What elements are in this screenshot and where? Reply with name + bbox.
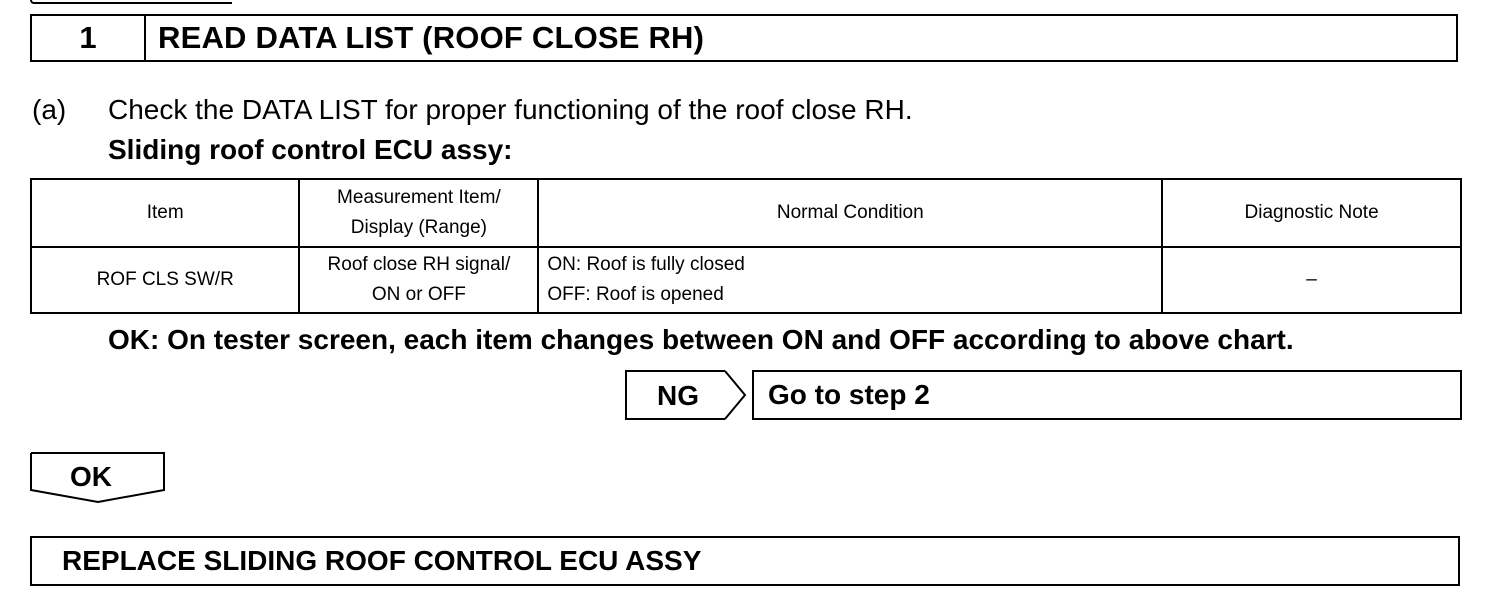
cell-normal-line2: OFF: Roof is opened xyxy=(547,284,724,305)
cell-normal-condition xyxy=(538,247,1162,313)
ng-label: NG xyxy=(657,380,699,411)
header-item: Item xyxy=(31,179,299,247)
header-measurement-line2: Display (Range) xyxy=(350,217,487,238)
ok-arrow-box xyxy=(30,452,166,504)
instruction-label: (a) xyxy=(32,94,67,125)
header-measurement xyxy=(299,179,538,247)
cell-normal-line1: ON: Roof is fully closed xyxy=(547,254,745,275)
table-row xyxy=(31,247,1461,313)
step-header xyxy=(30,14,1458,62)
cell-diagnostic-note: – xyxy=(1162,247,1461,313)
table-header-row xyxy=(31,179,1461,247)
header-measurement-line1: Measurement Item/ xyxy=(337,187,501,208)
data-list-table xyxy=(30,178,1462,314)
previous-step-connector xyxy=(30,0,240,6)
ng-arrow-box xyxy=(625,370,747,420)
step-title: READ DATA LIST (ROOF CLOSE RH) xyxy=(158,20,705,55)
instruction-text: Check the DATA LIST for proper functioning of the roof close RH. xyxy=(108,94,913,125)
header-diagnostic-note: Diagnostic Note xyxy=(1162,179,1461,247)
cell-item: ROF CLS SW/R xyxy=(31,247,299,313)
component-subtitle: Sliding roof control ECU assy: xyxy=(108,134,513,165)
goto-step-link[interactable]: Go to step 2 xyxy=(752,370,1462,420)
ok-criteria: OK: On tester screen, each item changes between ON and OFF according to above chart. xyxy=(108,324,1294,355)
ok-label: OK xyxy=(70,461,112,492)
cell-measurement xyxy=(299,247,538,313)
header-normal-condition: Normal Condition xyxy=(538,179,1162,247)
final-action: REPLACE SLIDING ROOF CONTROL ECU ASSY xyxy=(30,536,1460,586)
step-number: 1 xyxy=(32,16,146,60)
cell-measurement-line1: Roof close RH signal/ xyxy=(327,254,511,275)
cell-measurement-line2: ON or OFF xyxy=(371,284,466,305)
